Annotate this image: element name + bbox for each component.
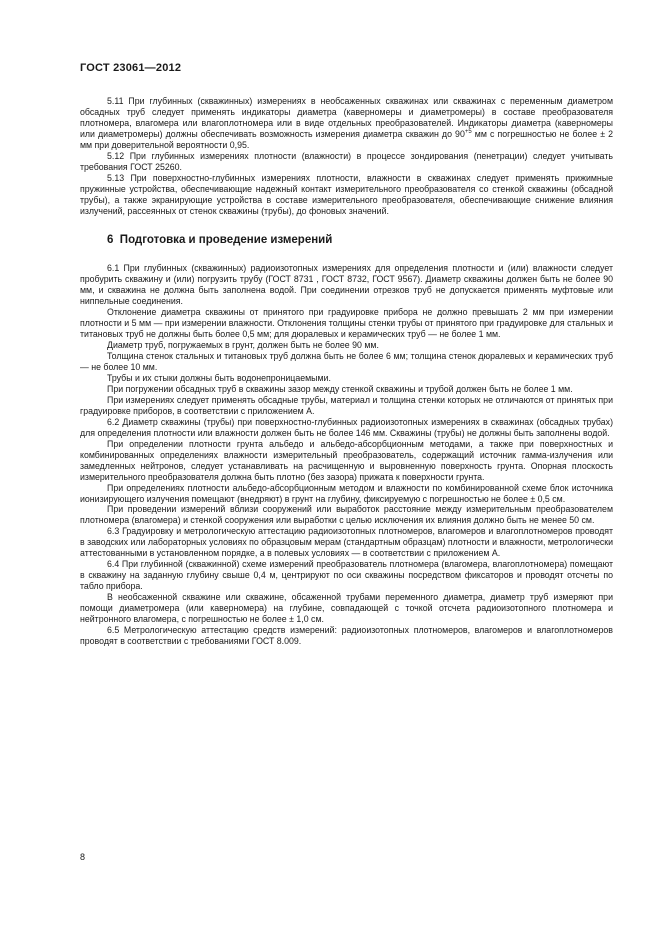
paragraph-6-2: 6.2 Диаметр скважины (трубы) при поверхностно-глубинных радиоизотопных измерениях в скважинах (обсадных трубах) для определения плотности или влажности должен быть не более 146 мм. Скважины (трубы) не должны быть заполнены водой. [80, 416, 613, 438]
document-header: ГОСТ 23061—2012 [80, 62, 182, 74]
paragraph-6-1-pipe-diameter: Диаметр труб, погружаемых в грунт, должен быть не более 90 мм. [107, 340, 379, 351]
paragraph-6-1-wall-thickness: Толщина стенок стальных и титановых труб должна быть не более 6 мм; толщина стенок дюралевых и керамических труб — не более 10 мм. [80, 351, 613, 373]
paragraph-6-1-waterproof: Трубы и их стыки должны быть водонепроницаемыми. [107, 373, 331, 384]
paragraph-5-11-tail: мм с погрешностью не более ± 2 мм при доверительной вероятности 0,95. [80, 128, 614, 150]
paragraph-5-12: 5.12 При глубинных измерениях плотности (влажности) в процессе зондирования (пенетрации) следует учитывать требования ГОСТ 25260. [80, 150, 613, 172]
page-number: 8 [80, 852, 86, 862]
section-number: 6 [107, 234, 114, 247]
paragraph-6-4: 6.4 При глубинной (скважинной) схеме измерений преобразователь плотномера (влагомера, влагоплотномера) помещают в скважину на заданную глубину свыше 0,4 м, центрируют по оси скважины посредством фиксаторов и проводят отсчеты по табло прибора. [80, 559, 613, 592]
paragraph-6-4-uncased: В необсаженной скважине или скважине, обсаженной трубами переменного диаметра, диаметр труб измеряют при помощи диаметромера (или каверномера) на глубине, совпадающей с точкой отсчета радиоизотопного плотномера и нейтронного влагомера, с погрешностью не более ± 1,0 см. [80, 592, 613, 624]
document-body [80, 96, 613, 647]
section-title: Подготовка и проведение измерений [119, 234, 333, 247]
paragraph-5-11 [80, 96, 613, 151]
section-heading [107, 234, 613, 247]
paragraph-6-2-albedo: При определении плотности грунта альбедо и альбедо-абсорбционным методами, а также при поверхностных и комбинированных определениях влажности измерительный преобразователь, содержащий источник гамма-излучения или замедленных нейтронов, следует устанавливать на расчищенную и выровненную поверхность грунта. Опорная плоскость измерительного преобразователя должна быть плотно (без зазора) прижата к поверхности грунта. [80, 438, 613, 482]
paragraph-6-3: 6.3 Градуировку и метрологическую аттестацию радиоизотопных плотномеров, влагомеров и влагоплотномеров проводят в заводских или лабораторных условиях по образцовым мерам (стандартным образцам) плотности и влажности, метрологически аттестованными в установленном порядке, а в полевых условиях — в соответствии с приложением А. [80, 526, 614, 559]
paragraph-6-1-casing: При измерениях следует применять обсадные трубы, материал и толщина стенки которых не отличаются от принятых при градуировке приборов, в соответствии с приложением А. [80, 394, 613, 416]
paragraph-6-1: 6.1 При глубинных (скважинных) радиоизотопных измерениях для определения плотности и (или) влажности следует пробурить скважину и (или) погрузить трубу (ГОСТ 8731 , ГОСТ 8732, ГОСТ 9567). Диаметр скважины должен быть не более 90 мм, и скважина не должна быть заполнена водой. При соединении отрезков труб не допускается применять муфтовые или ниппельные соединения. [80, 263, 613, 307]
paragraph-6-1-gap: При погружении обсадных труб в скважины зазор между стенкой скважины и трубой должен быть не более 1 мм. [107, 383, 573, 394]
paragraph-6-2-combined: При определениях плотности альбедо-абсорбционным методом и влажности по комбинированной схеме блок источника ионизирующего излучения помещают (внедряют) в грунт на глубину, фиксируемую с погрешностью не более ± 0,5 см. [80, 482, 613, 504]
paragraph-6-1-deviation: Отклонение диаметра скважины от принятого при градуировке прибора не должно превышать 2 мм при измерении плотности и 5 мм — при измерении влажности. Отклонения толщины стенки трубы от принятого при градуировке для стальных и титановых труб не должны быть более 0,5 мм; для дюралевых и керамических труб — не более 1 мм. [80, 307, 613, 340]
paragraph-6-2-structures: При проведении измерений вблизи сооружений или выработок расстояние между измерительным преобразователем плотномера (влагомера) и стенкой сооружения или выработки с целью исключения их влияния должно быть не менее 50 см. [80, 504, 613, 526]
paragraph-5-11-text: 5.11 При глубинных (скважинных) измерениях в необсаженных скважинах или скважинах с переменным диаметром обсадных труб следует применять индикаторы диаметра (каверномеры и диаметромеры) в составе преобразователя плотномера, влагомера или влагоплотномера или в виде отдельных преобразователей. Индикаторы диаметра (каверномеры или диаметромеры) должны обеспечивать возможность измерения диаметра скважин до 90 [80, 96, 613, 139]
paragraph-5-13: 5.13 При поверхностно-глубинных измерениях плотности, влажности в скважинах следует применять прижимные пружинные устройства, обеспечивающие надежный контакт измерительного преобразователя со стенкой скважины (обсадной трубы), а также экранирующие устройства в составе измерительного преобразователя, обеспечивающие снижение влияния излучений, рассеянных от стенок скважины (трубы), до фоновых значений. [80, 172, 613, 216]
paragraph-5-11-superscript: +5 [464, 128, 472, 135]
paragraph-6-5: 6.5 Метрологическую аттестацию средств измерений: радиоизотопных плотномеров, влагомеров и влагоплотномеров проводят в соответствии с требованиями ГОСТ 8.009. [80, 624, 613, 646]
